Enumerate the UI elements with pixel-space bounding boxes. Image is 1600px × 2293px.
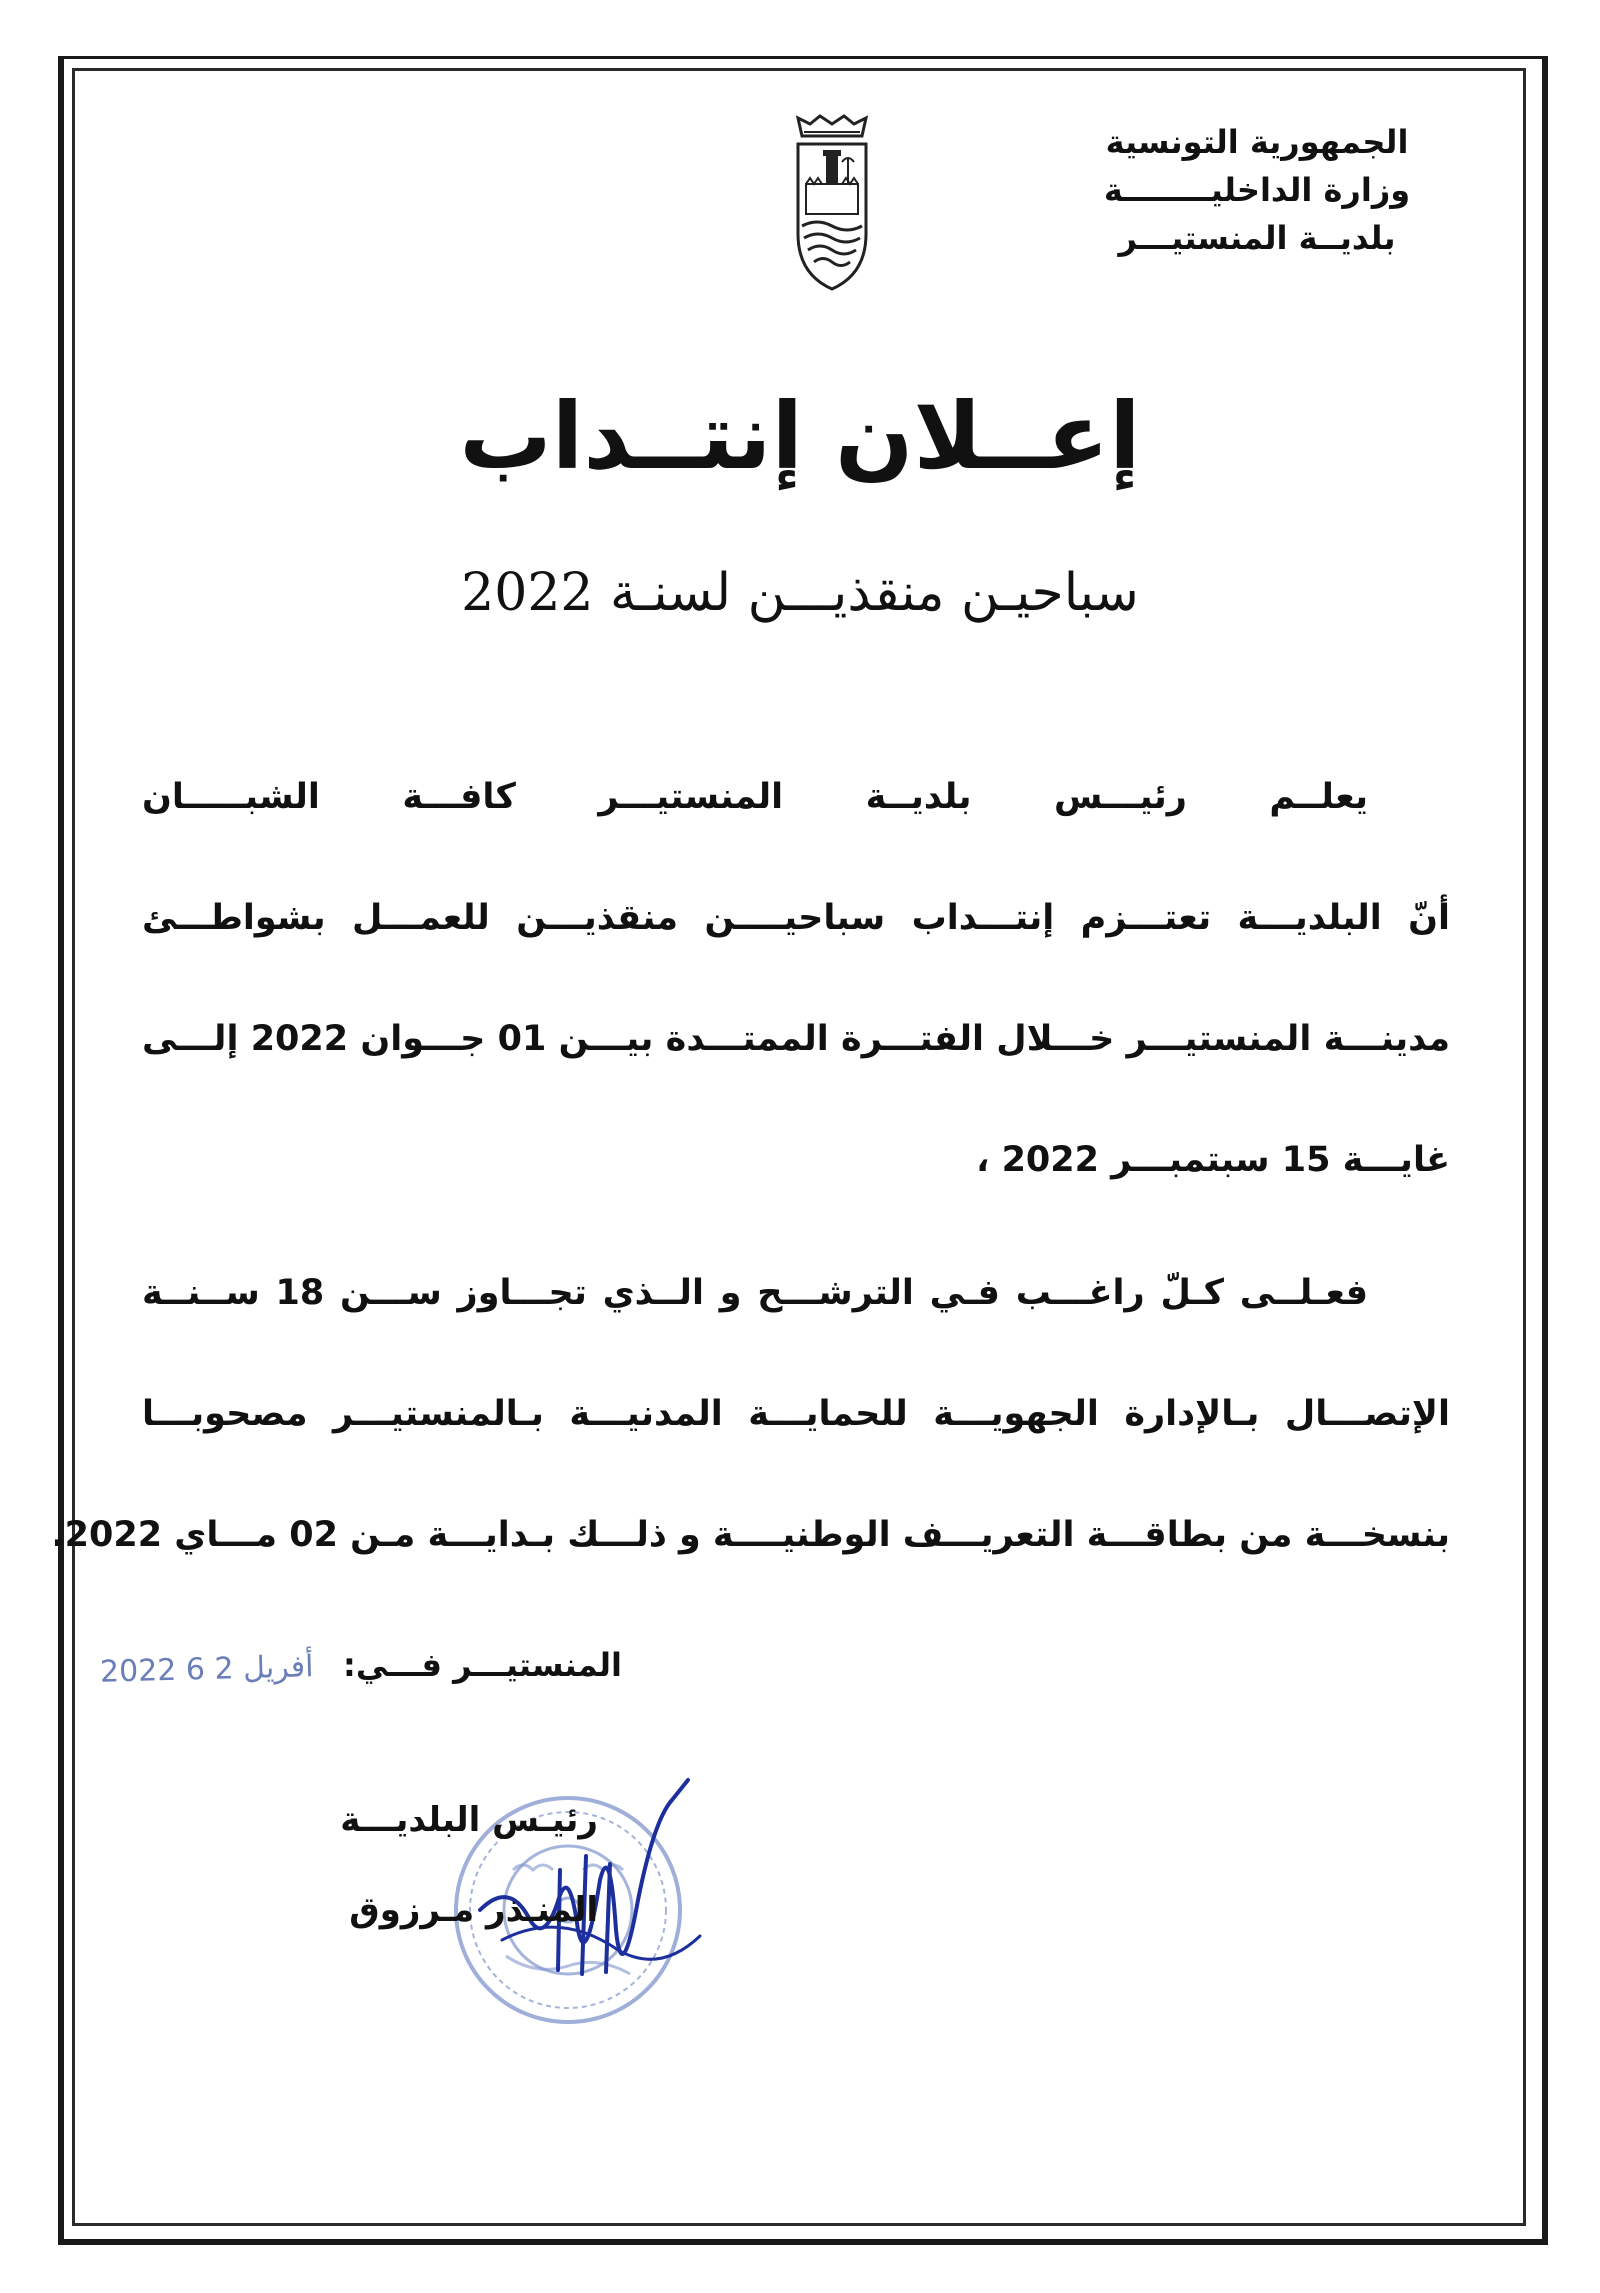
paragraph-1-line: مدينـــة المنستيـــر خـــلال الفتـــرة الممتـــدة بيـــن 01 جـــوان 2022 إلـــى bbox=[142, 1019, 1451, 1059]
paragraph-1-line: أنّ البلديـــة تعتـــزم إنتـــداب سباحيــــن منقذيـــن للعمـــل بشواطـــئ bbox=[142, 898, 1450, 938]
date-stamp: 2022 أفريل 2 6 bbox=[99, 1649, 314, 1690]
paragraph-2-line: الإتصـــال بـالإدارة الجهويـــة للحمايـــة المدنيـــة بـالمنستيـــر مصحوبـــا bbox=[142, 1394, 1450, 1434]
page-title: إعــلان إنتــداب bbox=[459, 383, 1141, 490]
signatory-name: المنـذر مـرزوق bbox=[349, 1890, 598, 1930]
page-subtitle: سباحيـن منقذيـــن لسنـة 2022 bbox=[461, 563, 1139, 623]
letterhead-ministry: وزارة الداخليــــــــة bbox=[1103, 171, 1411, 209]
paragraph-1-line: يعلــم رئيـــس بلديــة المنستيـــر كافـــة الشبـــــان bbox=[142, 777, 1368, 817]
letterhead-municipality: بلديــة المنستيـــر bbox=[1118, 219, 1396, 257]
paragraph-2-line: فعـلــى كـلّ راغـــب فـي الترشـــح و الــذي تجـــاوز ســـن 18 ســنــة bbox=[142, 1273, 1369, 1313]
paragraph-1-line: غايـــة 15 سبتمبـــر 2022 ، bbox=[976, 1140, 1450, 1180]
announcement-paragraph-2 bbox=[51, 1253, 1450, 1616]
letterhead bbox=[1042, 118, 1472, 262]
signatory-title: رئيـس البلديـــة bbox=[340, 1800, 598, 1840]
place-date-label: المنستيـــر فـــي: bbox=[343, 1646, 622, 1684]
signatory-block bbox=[340, 1775, 598, 1955]
monastir-coat-of-arms-icon bbox=[792, 114, 872, 294]
paragraph-2-line: بنسخـــة من بطاقـــة التعريـــف الوطنيــــة و ذلـــك بـدايـــة مـن 02 مـــاي 2022. bbox=[51, 1515, 1450, 1555]
letterhead-republic: الجمهورية التونسية bbox=[1105, 123, 1409, 161]
announcement-paragraph-1 bbox=[142, 757, 1450, 1241]
